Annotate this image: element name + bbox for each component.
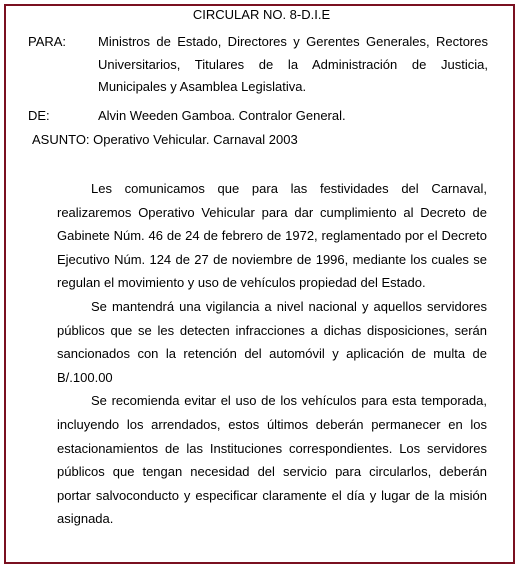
para-label: PARA: — [28, 34, 67, 49]
document-title: CIRCULAR NO. 8-D.I.E — [192, 7, 331, 22]
document-body — [57, 177, 487, 531]
body-paragraph-3: Se recomienda evitar el uso de los vehículos para esta temporada, incluyendo los arrendados, estos últimos deberán permanecer en los estacionamientos de las Instituciones correspondientes. Los servidores públicos que tengan necesidad del servicio para circularlos, deberán portar salvoconducto y especificar claramente el día y lugar de la misión asignada. — [57, 393, 487, 527]
body-paragraph-1: Les comunicamos que para las festividades del Carnaval, realizaremos Operativo Vehicular para dar cumplimiento al Decreto de Gabinete Núm. 46 de 24 de febrero de 1972, reglamentado por el Decreto Ejecutivo Núm. 124 de 27 de noviembre de 1996, mediante los cuales se regulan el movimiento y uso de vehículos propiedad del Estado. — [57, 181, 487, 291]
asunto-line: ASUNTO: Operativo Vehicular. Carnaval 2003 — [32, 132, 298, 147]
para-recipients: Ministros de Estado, Directores y Gerentes Generales, Rectores Universitarios, Titulares de la Administración de Justicia, Municipales y Asamblea Legislativa. — [98, 34, 488, 94]
body-paragraph-2: Se mantendrá una vigilancia a nivel nacional y aquellos servidores públicos que se les detecten infracciones a dichas disposiciones, serán sancionados con la retención del automóvil y aplicación de multa de B/.100.00 — [57, 298, 487, 385]
de-sender: Alvin Weeden Gamboa. Contralor General. — [98, 108, 346, 123]
de-label: DE: — [28, 108, 50, 123]
